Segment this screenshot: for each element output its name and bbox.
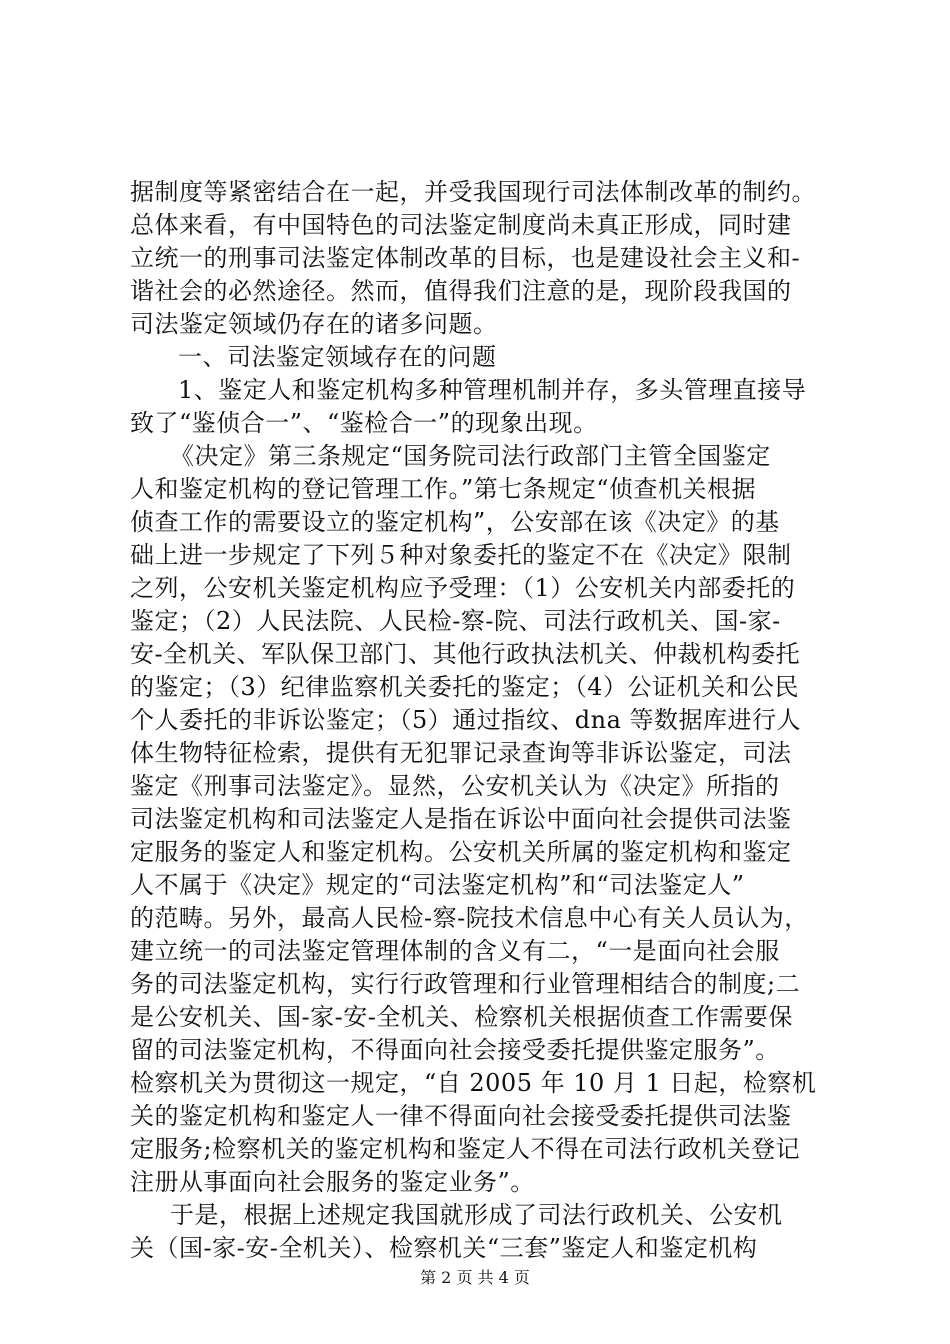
text-line: 定服务;检察机关的鉴定机构和鉴定人不得在司法行政机关登记 (130, 1135, 801, 1163)
text-line: 留的司法鉴定机构，不得面向社会接受委托提供鉴定服务”。 (130, 1036, 780, 1064)
text-line: 体生物特征检索，提供有无犯罪记录查询等非诉讼鉴定，司法 (130, 739, 792, 767)
text-line: 关（国-家-安-全机关）、检察机关“三套”鉴定人和鉴定机构 (130, 1234, 758, 1262)
text-line: 于是，根据上述规定我国就形成了司法行政机关、公安机 (170, 1201, 783, 1229)
text-line: 检察机关为贯彻这一规定，“自 2005 年 10 月 1 日起，检察机 (130, 1069, 817, 1097)
text-line: 安-全机关、军队保卫部门、其他行政执法机关、仲裁机构委托 (130, 640, 801, 668)
section-heading: 一、司法鉴定领域存在的问题 (178, 343, 497, 371)
text-line: 致了“鉴侦合一”、“鉴检合一”的现象出现。 (130, 409, 598, 437)
page-footer: 第 2 页 共 4 页 (420, 1268, 530, 1287)
text-line: 据制度等紧密结合在一起，并受我国现行司法体制改革的制约。 (130, 178, 816, 206)
text-line: 《决定》第三条规定“国务院司法行政部门主管全国鉴定 (170, 442, 771, 470)
text-line: 鉴定《刑事司法鉴定》。显然，公安机关认为《决定》所指的 (130, 772, 780, 800)
text-line: 司法鉴定机构和司法鉴定人是指在诉讼中面向社会提供司法鉴 (130, 805, 792, 833)
subsection-heading: 1、鉴定人和鉴定机构多种管理机制并存，多头管理直接导 (178, 376, 807, 404)
text-line: 注册从事面向社会服务的鉴定业务”。 (130, 1168, 535, 1196)
text-line: 础上进一步规定了下列５种对象委托的鉴定不在《决定》限制 (130, 541, 792, 569)
text-line: 个人委托的非诉讼鉴定；（5）通过指纹、dna 等数据库进行人 (130, 706, 802, 734)
text-line: 关的鉴定机构和鉴定人一律不得面向社会接受委托提供司法鉴 (130, 1102, 792, 1130)
text-line: 立统一的刑事司法鉴定体制改革的目标，也是建设社会主义和- (130, 244, 801, 272)
text-line: 的范畴。另外，最高人民检-察-院技术信息中心有关人员认为， (130, 904, 809, 932)
text-line: 是公安机关、国-家-安-全机关、检察机关根据侦查工作需要保 (130, 1003, 793, 1031)
text-line: 务的司法鉴定机构，实行行政管理和行业管理相结合的制度;二 (130, 970, 801, 998)
text-line: 建立统一的司法鉴定管理体制的含义有二，“一是面向社会服 (130, 937, 780, 965)
text-line: 司法鉴定领域仍存在的诸多问题。 (130, 310, 498, 338)
text-line: 鉴定；（2）人民法院、人民检-察-院、司法行政机关、国-家- (130, 607, 781, 635)
text-line: 之列，公安机关鉴定机构应予受理：（1）公安机关内部委托的 (130, 574, 796, 602)
text-line: 定服务的鉴定人和鉴定机构。公安机关所属的鉴定机构和鉴定 (130, 838, 792, 866)
text-line: 侦查工作的需要设立的鉴定机构”，公安部在该《决定》的基 (130, 508, 780, 536)
text-line: 人和鉴定机构的登记管理工作。”第七条规定“侦查机关根据 (130, 475, 757, 503)
text-line: 谐社会的必然途径。然而，值得我们注意的是，现阶段我国的 (130, 277, 792, 305)
text-line: 的鉴定；（3）纪律监察机关委托的鉴定；（4）公证机关和公民 (130, 673, 800, 701)
text-line: 总体来看，有中国特色的司法鉴定制度尚未真正形成，同时建 (130, 211, 792, 239)
text-line: 人不属于《决定》规定的“司法鉴定机构”和“司法鉴定人” (130, 871, 745, 899)
